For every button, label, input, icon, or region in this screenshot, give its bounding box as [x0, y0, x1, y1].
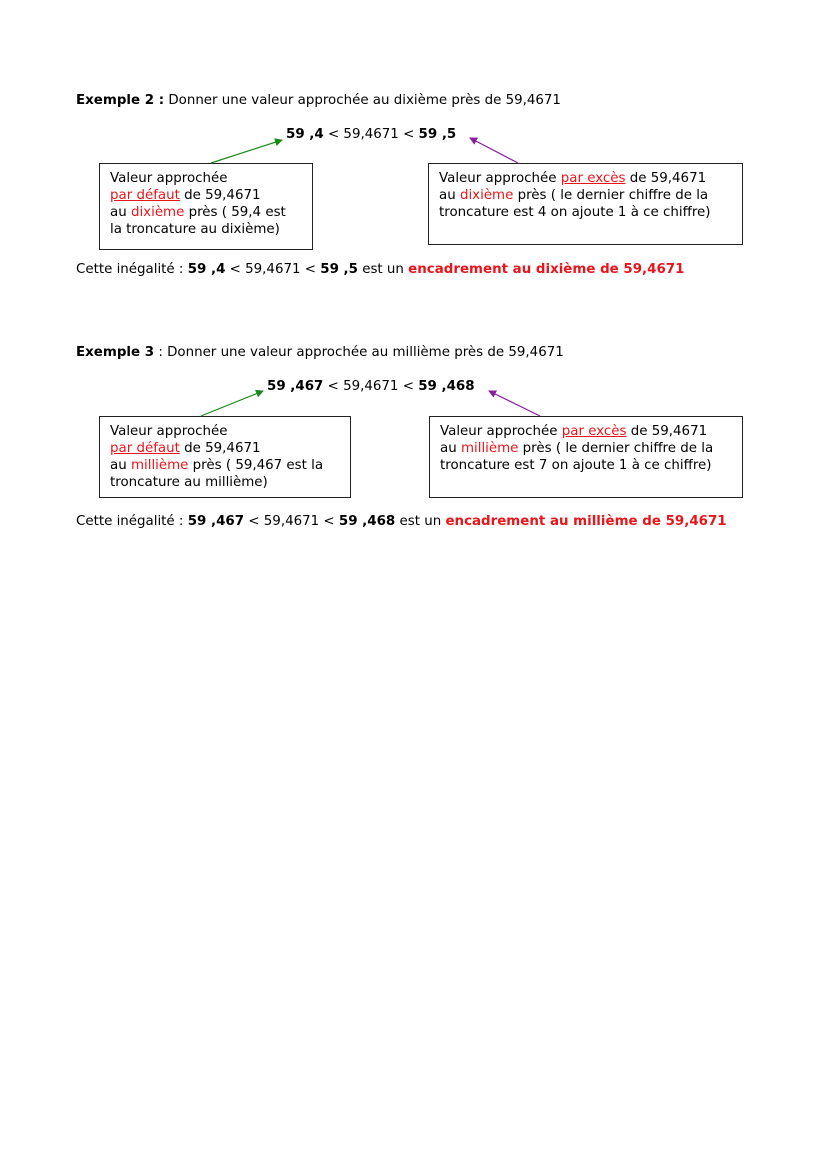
red-term: par défaut [110, 188, 180, 203]
conclusion-mid: < 59,4671 < [225, 262, 321, 277]
example2-high-value: 59 ,5 [418, 127, 457, 142]
conclusion-high: 59 ,5 [320, 262, 358, 277]
box-text: Valeur approchée [440, 424, 562, 439]
box-text: près ( 59,4 est [184, 205, 286, 220]
arrow-default-ex3 [201, 391, 263, 416]
conclusion-est: est un [395, 514, 446, 529]
arrow-default-ex2 [211, 140, 282, 163]
arrow-excess-ex3 [489, 391, 540, 416]
conclusion-est: est un [357, 262, 409, 277]
red-term: par excès [560, 171, 626, 186]
red-term: par excès [561, 424, 627, 439]
example3-low-value: 59 ,467 [267, 379, 324, 394]
box-text: de 59,4671 [626, 424, 708, 439]
example3-mid: < 59,4671 < [323, 379, 419, 394]
box-text: au [110, 205, 131, 220]
example2-mid: < 59,4671 < [323, 127, 419, 142]
conclusion-prefix: Cette inégalité : [76, 262, 188, 277]
box-line: la troncature au dixième) [110, 222, 280, 237]
red-term: dixième [459, 188, 514, 203]
box-text: près ( le dernier chiffre de la [518, 441, 714, 456]
conclusion-emphasis: encadrement au dixième de 59,4671 [408, 262, 685, 277]
box-text: au [440, 441, 461, 456]
box-line: Valeur approchée [110, 424, 228, 439]
example3-high-value: 59 ,468 [418, 379, 475, 394]
box-text: Valeur approchée [439, 171, 561, 186]
example2-label: Exemple 2 : [76, 93, 165, 108]
conclusion-low: 59 ,4 [187, 262, 226, 277]
red-term: millième [460, 441, 519, 456]
red-term: dixième [130, 205, 185, 220]
example3-label: Exemple 3 [76, 345, 155, 360]
example2-low-value: 59 ,4 [286, 127, 324, 142]
box-text: au [110, 458, 131, 473]
box-text: de 59,4671 [179, 441, 261, 456]
box-text: de 59,4671 [625, 171, 707, 186]
conclusion-high: 59 ,468 [338, 514, 396, 529]
box-text: de 59,4671 [179, 188, 261, 203]
box-text: près ( 59,467 est la [188, 458, 324, 473]
box-text: près ( le dernier chiffre de la [513, 188, 709, 203]
example2-text: Donner une valeur approchée au dixième près de 59,4671 [164, 93, 561, 108]
box-line: Valeur approchée [110, 171, 228, 186]
red-term: par défaut [110, 441, 180, 456]
conclusion-mid: < 59,4671 < [244, 514, 339, 529]
arrow-excess-ex2 [470, 138, 518, 163]
conclusion-prefix: Cette inégalité : [76, 514, 188, 529]
box-line: troncature au millième) [110, 475, 268, 490]
box-text: au [439, 188, 460, 203]
conclusion-emphasis: encadrement au millième de 59,4671 [445, 514, 727, 529]
red-term: millième [130, 458, 189, 473]
box-line: troncature est 4 on ajoute 1 à ce chiffre) [439, 205, 711, 220]
conclusion-low: 59 ,467 [187, 514, 245, 529]
example3-text: : Donner une valeur approchée au millième près de 59,4671 [154, 345, 564, 360]
box-line: troncature est 7 on ajoute 1 à ce chiffre) [440, 458, 712, 473]
